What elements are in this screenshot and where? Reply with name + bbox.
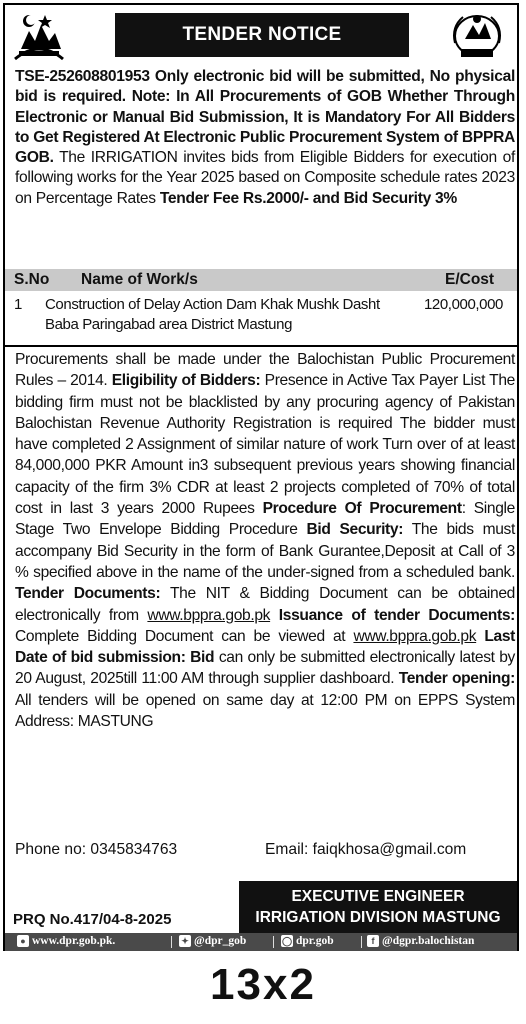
last-date-heading: Last Date of bid submission: Bid <box>15 627 515 667</box>
table-row <box>5 293 517 345</box>
footer-separator <box>273 936 274 948</box>
footer-website: ● www.dpr.gob.pk. <box>17 935 115 947</box>
twitter-icon: ✦ <box>179 935 191 947</box>
last-date-text: can only be submitted electronically latest by 20 August, 2025till 11:00 AM through supplier dashboard. <box>15 649 515 688</box>
signatory-title: EXECUTIVE ENGINEER <box>291 888 465 905</box>
email-address: Email: faiqkhosa@gmail.com <box>265 841 467 858</box>
tender-documents-heading: Tender Documents: <box>15 585 161 603</box>
signatory-division: IRRIGATION DIVISION MASTUNG <box>255 909 501 926</box>
globe-icon: ● <box>17 935 29 947</box>
phone-number: Phone no: 0345834763 <box>15 841 178 858</box>
intro-paragraph <box>15 67 515 209</box>
opening-text: All tenders will be opened on same day at 12:00 PM on EPPS System Address: MASTUNG <box>15 691 515 731</box>
government-seal-icon <box>447 9 507 63</box>
footer-separator <box>171 936 172 948</box>
contact-info <box>15 841 515 863</box>
procedure-heading: Procedure Of Procurement <box>262 500 462 518</box>
col-sno: S.No <box>14 271 50 288</box>
tender-notice-ad <box>3 3 519 951</box>
col-name-of-work: Name of Work/s <box>81 271 198 288</box>
footer-bar <box>5 933 517 951</box>
procedure-text: : Single Stage Two Envelope Bidding Procedure <box>15 500 515 539</box>
col-ecost: E/Cost <box>445 271 495 288</box>
signatory-box <box>239 881 517 933</box>
eligibility-heading: Eligibility of Bidders: <box>111 372 261 390</box>
issuance-text: Complete Bidding Document can be viewed at <box>15 627 354 645</box>
issuance-heading: Issuance of tender Documents: <box>270 606 515 624</box>
bid-security-heading: Bid Security: <box>306 521 404 539</box>
bppra-link-2[interactable]: www.bppra.gob.pk <box>353 627 477 645</box>
conditions-paragraph <box>15 349 515 732</box>
footer-facebook: f @dgpr.balochistan <box>367 935 474 947</box>
rules-text: Procurements shall be made under the Balochistan Public Procurement Rules – 2014. <box>15 351 515 390</box>
footer-twitter: ✦ @dpr_gob <box>179 935 246 947</box>
header <box>5 5 517 65</box>
row-cost: 120,000,000 <box>423 296 503 313</box>
ad-size-label: 13x2 <box>210 960 316 1009</box>
footer-separator <box>361 936 362 948</box>
tender-fee-text: Tender Fee Rs.2000/- and Bid Security 3% <box>159 189 457 207</box>
balochistan-emblem-icon <box>11 9 67 63</box>
divider <box>5 345 517 347</box>
bid-security-text: The bids must accompany Bid Security in the form of Bank Gurantee,Deposit at Call of 3 % specified above in the name of the under-signed from a scheduled bank. <box>15 521 515 581</box>
row-sno: 1 <box>14 296 22 313</box>
intro-text: The IRRIGATION invites bids from Eligible Bidders for execution of following works for the Year 2025 based on Composite schedule rates 2023 on Percentage Rates <box>15 149 515 207</box>
prq-number: PRQ No.417/04-8-2025 <box>13 911 172 928</box>
eligibility-text: Presence in Active Tax Payer List The bidding firm must not be blacklisted by any procuring agency of Pakistan Balochistan Revenue Authority Registration is required The bidder must have completed 2 Assignment of similar nature of work Turn over of at least 84,000,000 PKR Amount in3 subsequent previous years showing financial capacity of the firm 3% CDR at least 2 projects completed of 70% of total cost in last 3 years 2000 Rupees <box>15 372 515 518</box>
works-table-header <box>5 269 517 291</box>
instagram-icon: ◯ <box>281 936 293 946</box>
tender-documents-text: The NIT & Bidding Document can be obtained electronically from <box>15 585 515 624</box>
row-work-name: Construction of Delay Action Dam Khak Mushk Dasht Baba Paringabad area District Mastung <box>45 296 380 333</box>
intro-bold-text: TSE-252608801953 Only electronic bid will be submitted, No physical bid is required. Note: In All Procurements of GOB Whether Through Electronic or Manual Bid Submission, It is Mandatory For All Bidders to Get Registered At Electronic Public Procurement System of BPPRA GOB. <box>15 68 515 167</box>
bppra-link[interactable]: www.bppra.gob.pk <box>147 606 271 624</box>
facebook-icon: f <box>367 935 379 947</box>
opening-heading: Tender opening: <box>398 670 515 688</box>
page-title: TENDER NOTICE <box>115 13 409 57</box>
footer-instagram: ◯ dpr.gob <box>281 935 334 947</box>
